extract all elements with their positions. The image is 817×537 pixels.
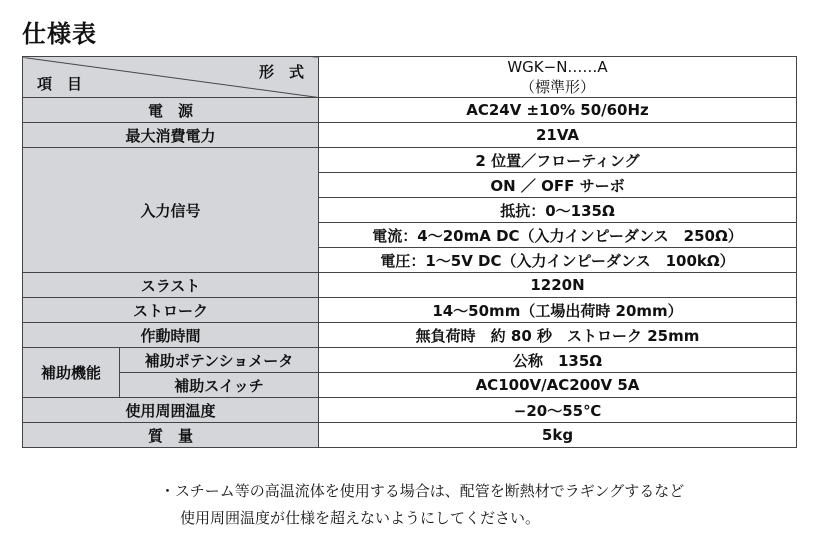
spec-table bbox=[22, 56, 797, 448]
input-signal-label: 入力信号 bbox=[23, 148, 319, 273]
max-power-value: 21VA bbox=[319, 123, 797, 148]
table-row bbox=[23, 323, 797, 348]
thrust-value: 1220N bbox=[319, 273, 797, 298]
table-row bbox=[23, 423, 797, 448]
header-item-label: 項 目 bbox=[37, 75, 83, 93]
table-row bbox=[23, 398, 797, 423]
operating-time-value: 無負荷時 約 80 秒 ストローク 25mm bbox=[319, 323, 797, 348]
aux-potentiometer-label: 補助ポテンショメータ bbox=[120, 348, 319, 373]
ambient-temp-value: −20〜55℃ bbox=[319, 398, 797, 423]
table-row bbox=[23, 298, 797, 323]
aux-switch-value: AC100V/AC200V 5A bbox=[319, 373, 797, 398]
table-row bbox=[23, 98, 797, 123]
footnote-line: ・スチーム等の高温流体を使用する場合は、配管を断熱材でラギングするなど bbox=[160, 482, 685, 500]
table-row bbox=[23, 348, 797, 373]
mass-value: 5kg bbox=[319, 423, 797, 448]
table-row bbox=[23, 123, 797, 148]
model-name: WGK−N……A bbox=[507, 58, 608, 76]
operating-time-label: 作動時間 bbox=[23, 323, 319, 348]
header-model-cell bbox=[319, 57, 797, 98]
mass-label: 質 量 bbox=[23, 423, 319, 448]
table-row bbox=[23, 273, 797, 298]
table-row bbox=[23, 148, 797, 173]
max-power-label: 最大消費電力 bbox=[23, 123, 319, 148]
aux-function-label: 補助機能 bbox=[23, 348, 120, 398]
table-row bbox=[23, 373, 797, 398]
stroke-label: ストローク bbox=[23, 298, 319, 323]
footnote-line: 使用周囲温度が仕様を超えないようにしてください。 bbox=[180, 509, 541, 527]
page-title: 仕様表 bbox=[22, 20, 97, 48]
header-diagonal-cell bbox=[23, 57, 319, 98]
aux-switch-label: 補助スイッチ bbox=[120, 373, 319, 398]
model-subtitle: （標準形） bbox=[519, 78, 595, 96]
stroke-value: 14〜50mm（工場出荷時 20mm） bbox=[319, 298, 797, 323]
power-value: AC24V ±10% 50/60Hz bbox=[319, 98, 797, 123]
thrust-label: スラスト bbox=[23, 273, 319, 298]
ambient-temp-label: 使用周囲温度 bbox=[23, 398, 319, 423]
aux-potentiometer-value: 公称 135Ω bbox=[319, 348, 797, 373]
power-label: 電 源 bbox=[23, 98, 319, 123]
input-signal-value: 電圧：1〜5V DC（入力インピーダンス 100kΩ） bbox=[319, 248, 797, 273]
input-signal-value: 2 位置／フローティング bbox=[319, 148, 797, 173]
input-signal-value: ON ／ OFF サーボ bbox=[319, 173, 797, 198]
table-header-row bbox=[23, 57, 797, 98]
input-signal-value: 電流：4〜20mA DC（入力インピーダンス 250Ω） bbox=[319, 223, 797, 248]
header-model-label: 形 式 bbox=[258, 63, 304, 81]
input-signal-value: 抵抗：0〜135Ω bbox=[319, 198, 797, 223]
footnote bbox=[160, 478, 810, 532]
